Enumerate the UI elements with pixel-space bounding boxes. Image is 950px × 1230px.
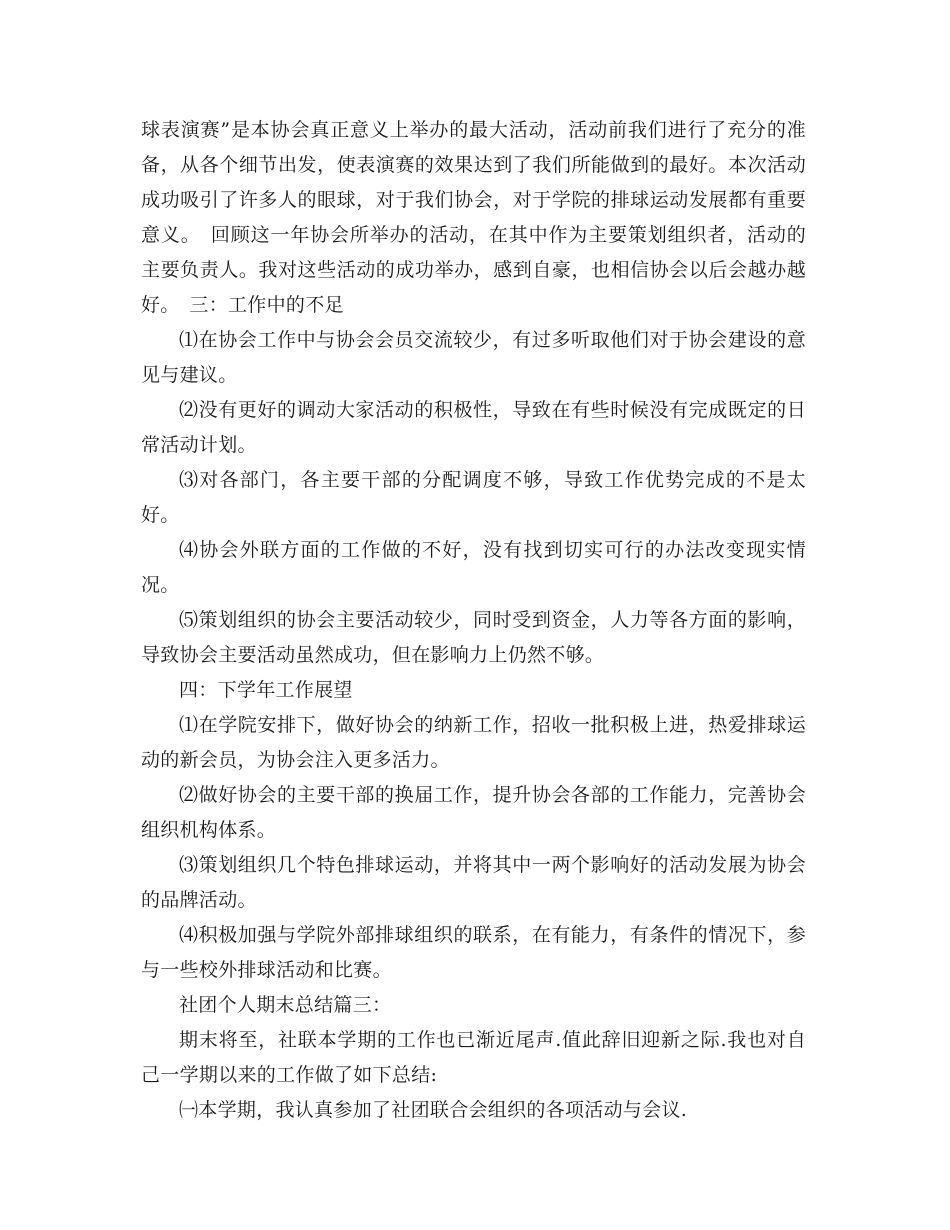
paragraph-activity-summary: 球表演赛”是本协会真正意义上举办的最大活动，活动前我们进行了充分的准备，从各个细节出发，使表演赛的效果达到了我们所能做到的最好。本次活动成功吸引了许多人的眼球，对于我们协会，对于学院的排球运动发展都有重要意义。 回顾这一年协会所举办的活动，在其中作为主要策划组织者，活动的主要负责人。我对这些活动的成功举办，感到自豪，也相信协会以后会越办越好。 三：工作中的不足	[141, 119, 806, 316]
paragraph-outlook-1: ⑴在学院安排下，做好协会的纳新工作，招收一批积极上进，热爱排球运动的新会员，为协会注入更多活力。	[141, 714, 806, 771]
paragraph-shortcoming-2: ⑵没有更好的调动大家活动的积极性，导致在有些时候没有完成既定的日常活动计划。	[141, 399, 806, 456]
paragraph-shortcoming-4: ⑷协会外联方面的工作做的不好，没有找到切实可行的办法改变现实情况。	[141, 539, 806, 596]
paragraph-shortcoming-3: ⑶对各部门，各主要干部的分配调度不够，导致工作优势完成的不是太好。	[141, 469, 806, 526]
document-body	[141, 113, 806, 1128]
paragraph-outlook-4: ⑷积极加强与学院外部排球组织的联系，在有能力，有条件的情况下，参与一些校外排球活动和比赛。	[141, 924, 806, 981]
paragraph-term-item-1: ㈠本学期，我认真参加了社团联合会组织的各项活动与会议.	[179, 1099, 688, 1121]
section-heading-part-three: 社团个人期末总结篇三：	[179, 994, 392, 1016]
paragraph-outlook-3: ⑶策划组织几个特色排球运动，并将其中一两个影响好的活动发展为协会的品牌活动。	[141, 854, 806, 911]
paragraph-outlook-2: ⑵做好协会的主要干部的换届工作，提升协会各部的工作能力，完善协会组织机构体系。	[141, 784, 806, 841]
paragraph-shortcoming-5: ⑸策划组织的协会主要活动较少，同时受到资金，人力等各方面的影响，导致协会主要活动虽然成功，但在影响力上仍然不够。	[141, 609, 806, 666]
paragraph-term-intro: 期末将至，社联本学期的工作也已渐近尾声.值此辞旧迎新之际.我也对自己一学期以来的工作做了如下总结:	[141, 1029, 806, 1086]
section-heading-outlook: 四：下学年工作展望	[179, 679, 353, 701]
paragraph-shortcoming-1: ⑴在协会工作中与协会会员交流较少，有过多听取他们对于协会建设的意见与建议。	[141, 329, 806, 386]
